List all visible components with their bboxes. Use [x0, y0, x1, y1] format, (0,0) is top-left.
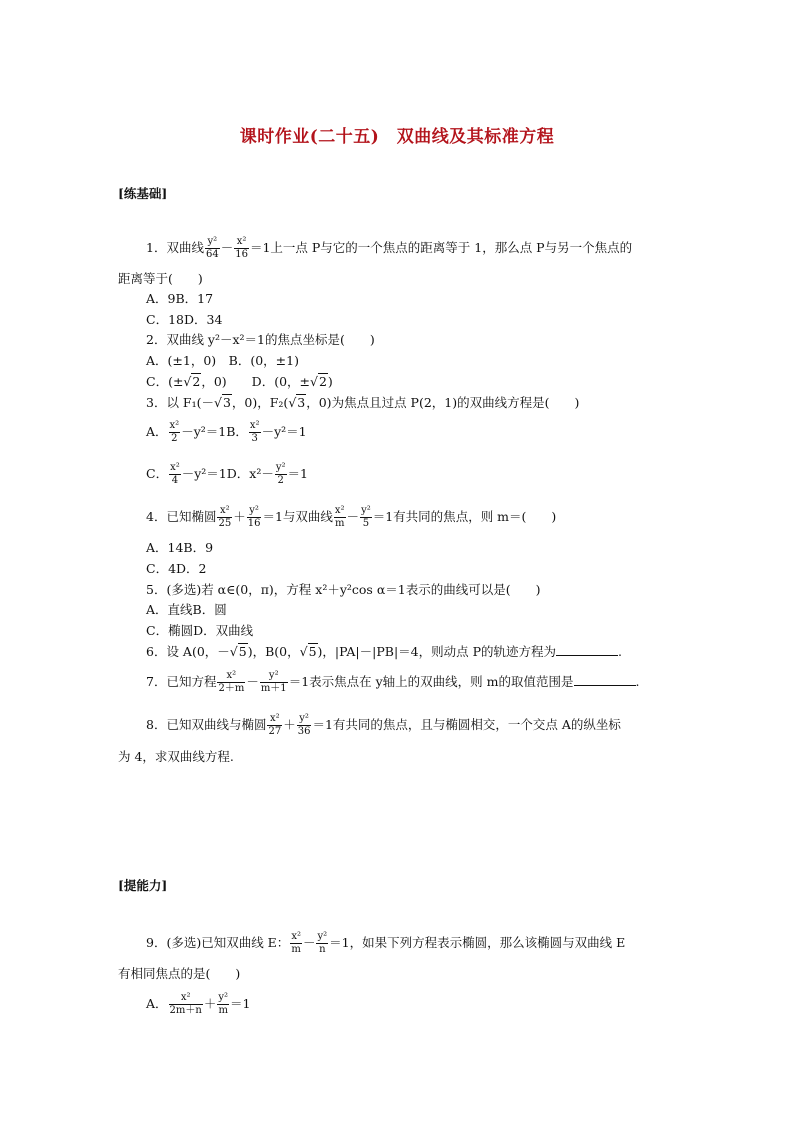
fraction: $\frac{\text{x²}}{m}$: [334, 505, 345, 529]
fraction: $\frac{\text{y²}}{5}$: [361, 505, 371, 529]
question-1-line2: 距离等于( ): [118, 271, 203, 286]
fraction: $\frac{\text{x²}}{4}$: [170, 462, 180, 486]
question-2-option-cd: C．(±√2，0) D．(0，±√2): [146, 374, 333, 389]
question-9-line2: 有相同焦点的是( ): [118, 966, 241, 981]
fraction: $\frac{\text{x²}}{2}$: [169, 420, 180, 444]
fraction: $\frac{\text{y²}}{64}$: [205, 236, 219, 260]
fraction: $\frac{\text{x²}}{m}$: [291, 931, 301, 955]
question-8-line2: 为 4，求双曲线方程.: [118, 749, 234, 764]
fraction: $\frac{\text{y²}}{36}$: [297, 713, 311, 737]
section-advanced: [提能力]: [118, 878, 168, 893]
question-2-option-ab: A．(±1，0) B．(0，±1): [146, 353, 299, 368]
question-8: 8．已知双曲线与椭圆 $\frac{\text{x²}}{27}$ ＋ $\frac{\text{y²}}{36}$ ＝1有共同的焦点，且与椭圆相交，一个交点 A的纵坐标: [146, 713, 621, 737]
fraction: $\frac{\text{x²}}{3}$: [249, 420, 260, 444]
fraction: $\frac{\text{y²}}{n}$: [317, 931, 328, 955]
question-3-option-ab: A． $\frac{\text{x²}}{2}$ －y²＝1B． $\frac{\text{x²}}{3}$ －y²＝1: [146, 420, 307, 444]
question-9: 9．(多选)已知双曲线 E： $\frac{\text{x²}}{m}$ － $\frac{\text{y²}}{n}$ ＝1，如果下列方程表示椭圆，那么该椭圆与双曲线 E: [146, 931, 626, 955]
question-3: 3．以 F₁(－√3，0)，F₂(√3，0)为焦点且过点 P(2，1)的双曲线方程是( ): [146, 395, 580, 410]
question-1-option-cd: C．18D．34: [146, 312, 223, 327]
question-4-option-cd: C．4D．2: [146, 561, 207, 576]
question-4-option-ab: A．14B．9: [146, 540, 214, 555]
fraction: $\frac{\text{x²}}{2m+n}$: [169, 992, 202, 1016]
question-5-option-cd: C．椭圆D．双曲线: [146, 623, 254, 638]
fraction: $\frac{\text{x²}}{27}$: [268, 713, 282, 737]
question-4: 4．已知椭圆 $\frac{\text{x²}}{25}$ ＋ $\frac{\text{y²}}{16}$ ＝1与双曲线 $\frac{\text{x²}}{m}$ － $\frac{\text{y²}}{5}$ ＝1有共同的焦点，则 m＝( ): [146, 505, 557, 529]
question-7: 7．已知方程 $\frac{\text{x²}}{2+m}$ － $\frac{\text{y²}}{m+1}$ ＝1表示焦点在 y轴上的双曲线，则 m的取值范围是 .: [146, 670, 640, 694]
question-5: 5．(多选)若 α∈(0，π)，方程 x²＋y²cos α＝1表示的曲线可以是( ): [146, 582, 541, 597]
answer-blank: [556, 643, 618, 656]
fraction: $\frac{\text{y²}}{m+1}$: [260, 670, 287, 694]
fraction: $\frac{\text{y²}}{2}$: [275, 462, 286, 486]
fraction: $\frac{\text{y²}}{m}$: [218, 992, 229, 1016]
question-2: 2．双曲线 y²－x²＝1的焦点坐标是( ): [146, 332, 375, 347]
question-6: 6．设 A(0，－√5)，B(0，√5)，|PA|－|PB|＝4，则动点 P的轨迹方程为 .: [146, 644, 622, 659]
fraction: $\frac{\text{x²}}{2+m}$: [218, 670, 245, 694]
question-1-option-ab: A．9B．17: [146, 291, 214, 306]
fraction: $\frac{\text{x²}}{25}$: [218, 505, 232, 529]
fraction: $\frac{\text{y²}}{16}$: [247, 505, 261, 529]
fraction: $\frac{\text{x²}}{16}$: [235, 236, 248, 260]
question-3-option-cd: C． $\frac{\text{x²}}{4}$ －y²＝1D．x²－ $\frac{\text{y²}}{2}$ ＝1: [146, 462, 308, 486]
question-9-option-a: A． $\frac{\text{x²}}{2m+n}$ ＋ $\frac{\text{y²}}{m}$ ＝1: [146, 992, 251, 1016]
answer-blank: [574, 673, 636, 686]
section-basic: [练基础]: [118, 186, 168, 201]
page-title: 课时作业(二十五) 双曲线及其标准方程: [239, 127, 555, 147]
question-1: 1．双曲线 $\frac{\text{y²}}{64}$ － $\frac{\text{x²}}{16}$ ＝1上一点 P与它的一个焦点的距离等于 1，那么点 P与另一个焦点的: [146, 236, 633, 260]
question-5-option-ab: A．直线B．圆: [146, 602, 227, 617]
